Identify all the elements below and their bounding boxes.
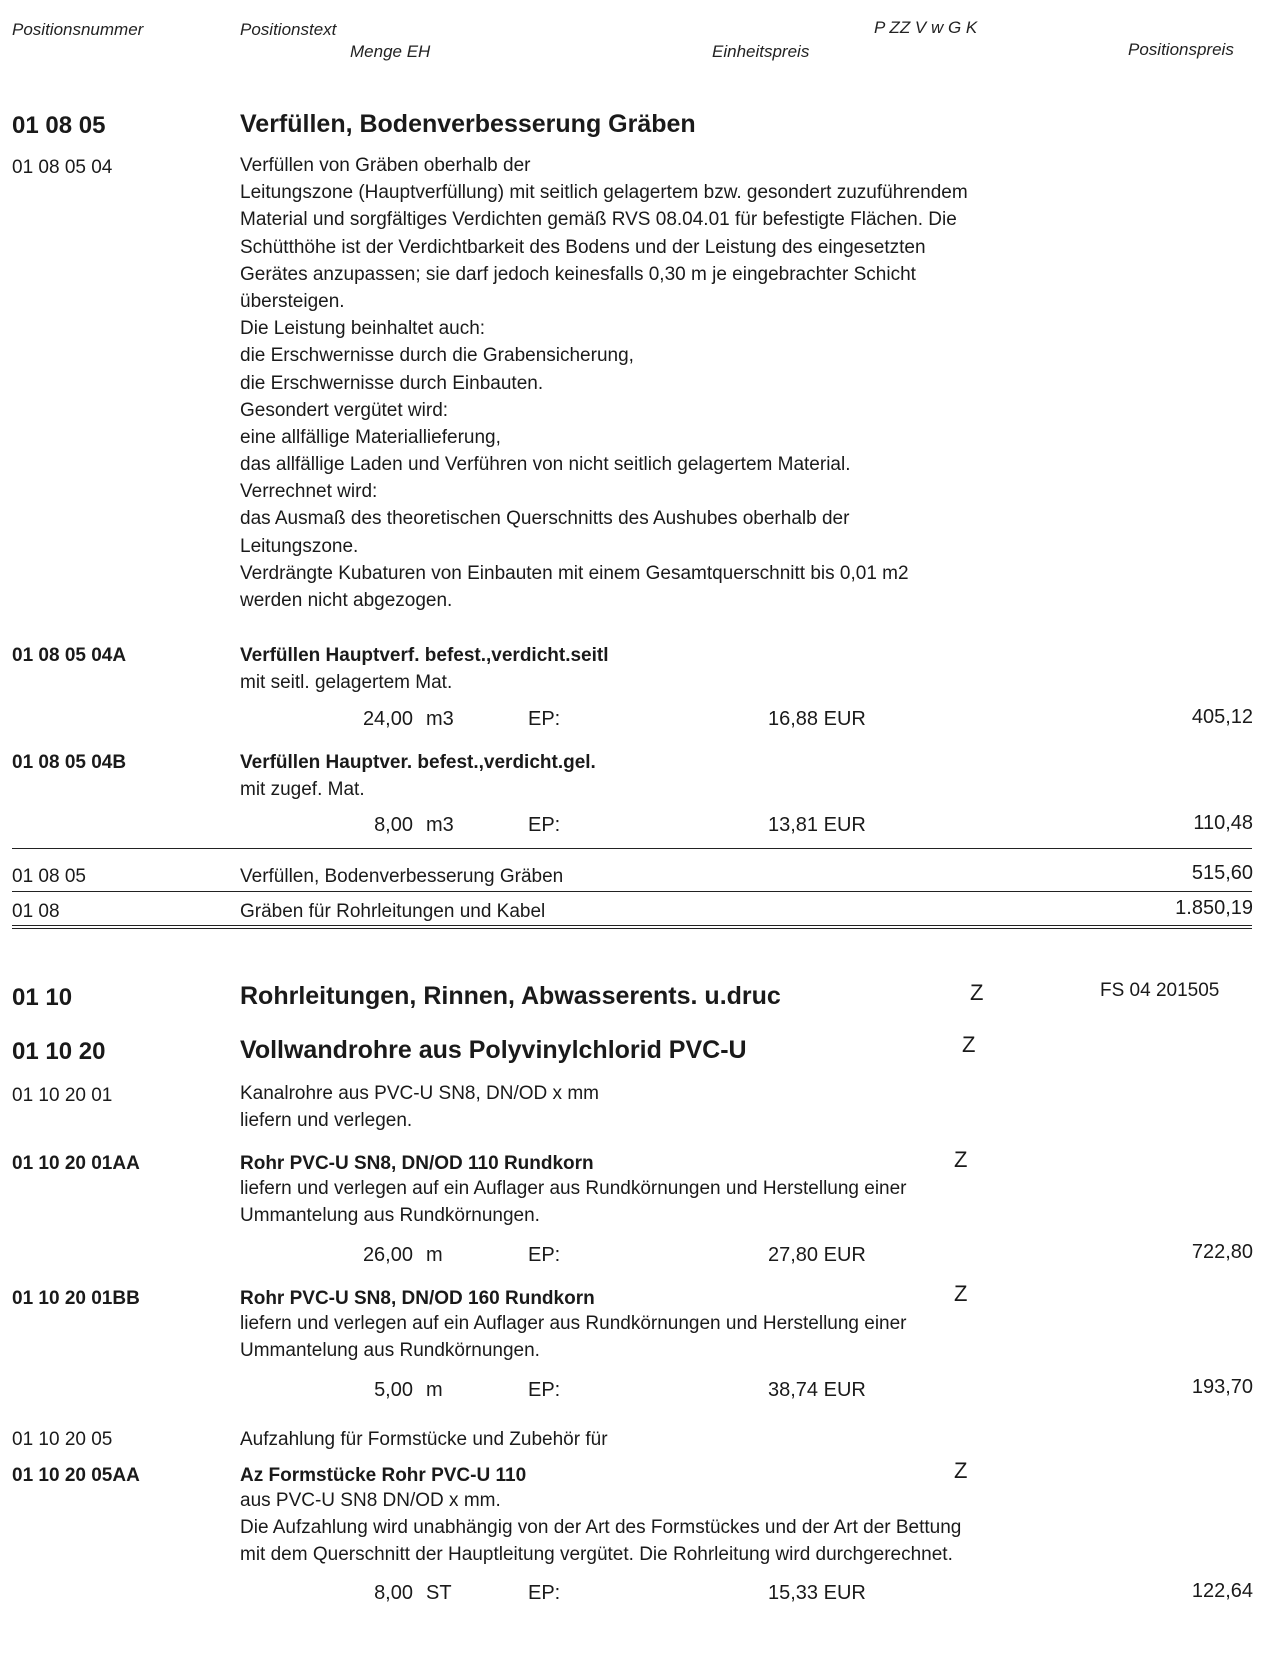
- description-line: aus PVC-U SN8 DN/OD x mm.: [240, 1490, 501, 1511]
- description-line: Die Leistung beinhaltet auch:: [240, 318, 486, 340]
- divider: [12, 925, 1252, 926]
- position-number: 01 10 20 01: [12, 1085, 113, 1106]
- section-number: 01 10 20: [12, 1038, 106, 1065]
- description-line: liefern und verlegen.: [240, 1110, 413, 1132]
- subtotal-amount: 515,60: [1191, 862, 1253, 884]
- description-line: Material und sorgfältiges Verdichten gemäß RVS 08.04.01 für befestigte Flächen. Die: [240, 209, 957, 231]
- position-number: 01 10 20 05: [12, 1429, 113, 1450]
- description-line: die Erschwernisse durch Einbauten.: [240, 372, 544, 394]
- z-flag: Z: [954, 1458, 968, 1483]
- position-total: 193,70: [1191, 1376, 1253, 1398]
- unit: m: [426, 1379, 443, 1401]
- description-line: Leitungszone (Hauptverfüllung) mit seitlich gelagertem bzw. gesondert zuzuführendem: [240, 182, 968, 204]
- position-total: 405,12: [1191, 706, 1253, 728]
- description-line: Gesondert vergütet wird:: [240, 399, 449, 421]
- description-line: das Ausmaß des theoretischen Querschnitts des Aushubes oberhalb der: [240, 508, 850, 530]
- subtotal-number: 01 08: [12, 901, 60, 922]
- ep-label: EP:: [528, 708, 561, 730]
- z-flag: Z: [962, 1032, 976, 1057]
- header-menge-eh: Menge EH: [350, 42, 431, 61]
- position-description: [240, 152, 968, 614]
- description-line: die Erschwernisse durch die Grabensicherung,: [240, 345, 634, 367]
- description-line: Ummantelung aus Rundkörnungen.: [240, 1340, 540, 1362]
- unit-price: 27,80 EUR: [768, 1244, 866, 1266]
- description-line: liefern und verlegen auf ein Auflager aus Rundkörnungen und Herstellung einer: [240, 1313, 907, 1334]
- quantity: 26,00: [362, 1244, 413, 1266]
- header-positionspreis: Positionspreis: [1128, 40, 1234, 59]
- unit: ST: [426, 1582, 452, 1604]
- position-title: Rohr PVC-U SN8, DN/OD 110 Rundkorn: [240, 1153, 594, 1174]
- description-line: Schütthöhe ist der Verdichtbarkeit des Bodens und der Leistung des eingesetzten: [240, 236, 926, 258]
- position-title: Verfüllen Hauptverf. befest.,verdicht.seitl: [240, 645, 609, 666]
- quantity: 24,00: [362, 708, 413, 730]
- description-line: werden nicht abgezogen.: [240, 590, 453, 611]
- position-number: 01 08 05 04B: [12, 752, 127, 773]
- position-number: 01 10 20 01AA: [12, 1153, 140, 1174]
- unit: m3: [426, 708, 454, 730]
- unit: m3: [426, 814, 454, 836]
- description-line: Verdrängte Kubaturen von Einbauten mit einem Gesamtquerschnitt bis 0,01 m2: [240, 562, 909, 584]
- description-line: eine allfällige Materiallieferung,: [240, 426, 501, 448]
- section-title: Rohrleitungen, Rinnen, Abwasserents. u.druc: [240, 982, 781, 1010]
- subtotal-number: 01 08 05: [12, 866, 86, 887]
- unit-price: 16,88 EUR: [768, 708, 866, 730]
- description-line: Verrechnet wird:: [240, 481, 378, 503]
- header-positionstext: Positionstext: [240, 20, 337, 39]
- position-title: Rohr PVC-U SN8, DN/OD 160 Rundkorn: [240, 1288, 595, 1309]
- z-flag: Z: [970, 980, 984, 1005]
- position-title: Verfüllen Hauptver. befest.,verdicht.gel.: [240, 752, 596, 773]
- position-description: [240, 1175, 907, 1229]
- divider: [12, 928, 1252, 929]
- position-total: 110,48: [1193, 812, 1253, 834]
- header-positionsnummer: Positionsnummer: [12, 20, 144, 39]
- position-total: 722,80: [1191, 1241, 1253, 1263]
- description-line: liefern und verlegen auf ein Auflager aus Rundkörnungen und Herstellung einer: [240, 1178, 907, 1199]
- quantity: 5,00: [374, 1379, 413, 1401]
- section-title: Vollwandrohre aus Polyvinylchlorid PVC-U: [240, 1036, 747, 1064]
- position-description: Aufzahlung für Formstücke und Zubehör für: [240, 1429, 608, 1450]
- position-number: 01 08 05 04: [12, 157, 113, 178]
- description-line: mit dem Querschnitt der Hauptleitung vergütet. Die Rohrleitung wird durchgerechnet.: [240, 1544, 953, 1566]
- description-line: Ummantelung aus Rundkörnungen.: [240, 1205, 540, 1227]
- position-total: 122,64: [1191, 1580, 1253, 1602]
- ep-label: EP:: [528, 814, 561, 836]
- unit-price: 15,33 EUR: [768, 1582, 866, 1604]
- unit-price: 13,81 EUR: [768, 814, 866, 836]
- description-line: Leitungszone.: [240, 535, 359, 557]
- header-flags: P ZZ V w G K: [874, 18, 978, 37]
- unit-price: 38,74 EUR: [768, 1379, 866, 1401]
- ep-label: EP:: [528, 1244, 561, 1266]
- position-description: [240, 1310, 907, 1364]
- position-description: [240, 1487, 961, 1569]
- divider: [12, 891, 1252, 892]
- subtotal-amount: 1.850,19: [1175, 897, 1253, 919]
- description-line: Die Aufzahlung wird unabhängig von der Art des Formstückes und der Art der Bettung: [240, 1517, 962, 1539]
- position-description: [240, 1080, 599, 1134]
- ep-label: EP:: [528, 1379, 561, 1401]
- description-line: Verfüllen von Gräben oberhalb der: [240, 155, 531, 176]
- header-einheitspreis: Einheitspreis: [712, 42, 810, 61]
- z-flag: Z: [954, 1281, 968, 1306]
- description-line: das allfällige Laden und Verführen von nicht seitlich gelagertem Material.: [240, 454, 851, 476]
- section-number: 01 10: [12, 984, 73, 1011]
- subtotal-label: Verfüllen, Bodenverbesserung Gräben: [240, 866, 564, 887]
- section-reference: FS 04 201505: [1100, 980, 1220, 1001]
- position-subtitle: mit zugef. Mat.: [240, 779, 365, 800]
- description-line: Gerätes anzupassen; sie darf jedoch keinesfalls 0,30 m je eingebrachter Schicht: [240, 263, 916, 285]
- divider: [12, 848, 1252, 849]
- position-subtitle: mit seitl. gelagertem Mat.: [240, 672, 453, 693]
- position-title: Az Formstücke Rohr PVC-U 110: [240, 1465, 527, 1486]
- unit: m: [426, 1244, 443, 1266]
- subtotal-label: Gräben für Rohrleitungen und Kabel: [240, 901, 546, 922]
- position-number: 01 10 20 05AA: [12, 1465, 140, 1486]
- position-number: 01 10 20 01BB: [12, 1288, 140, 1309]
- description-line: übersteigen.: [240, 290, 345, 312]
- section-title: Verfüllen, Bodenverbesserung Gräben: [240, 110, 696, 138]
- quantity: 8,00: [374, 814, 413, 836]
- section-number: 01 08 05: [12, 112, 106, 139]
- position-number: 01 08 05 04A: [12, 645, 127, 666]
- z-flag: Z: [954, 1147, 968, 1172]
- ep-label: EP:: [528, 1582, 561, 1604]
- quantity: 8,00: [374, 1582, 413, 1604]
- description-line: Kanalrohre aus PVC-U SN8, DN/OD x mm: [240, 1083, 599, 1104]
